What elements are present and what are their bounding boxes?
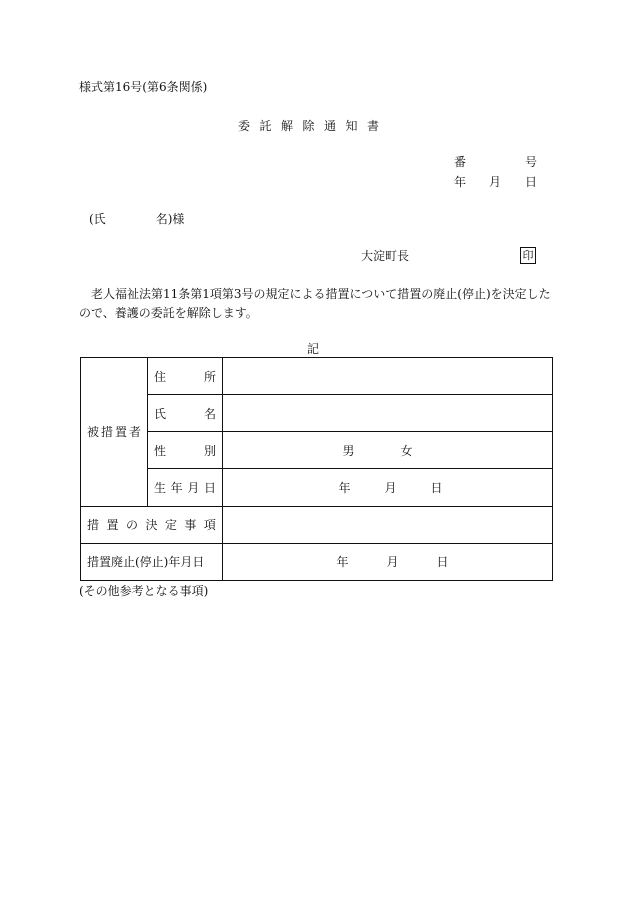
- number-label: 番: [454, 155, 467, 169]
- group-label-cell: [81, 358, 148, 507]
- name-label: 氏 名: [154, 406, 216, 421]
- birthdate-label: 生 年 月 日: [154, 481, 216, 496]
- date-month-label: 月: [489, 175, 502, 189]
- table-row-name: [81, 395, 553, 432]
- sex-value-cell: [223, 432, 553, 469]
- sex-male: 男: [342, 443, 355, 458]
- recipient-close: 名)様: [155, 212, 185, 226]
- table-row-abolition: [81, 543, 553, 580]
- info-table: [80, 357, 553, 581]
- abolition-year: 年: [336, 555, 349, 570]
- address-value-cell: [223, 358, 553, 395]
- name-value-cell: [223, 395, 553, 432]
- sex-label-cell: [148, 432, 223, 469]
- body-text: 老人福祉法第11条第1項第3号の規定による措置について措置の廃止(停止)を決定したので、養護の委託を解除します。: [79, 287, 551, 320]
- table-row-sex: [81, 432, 553, 469]
- birthdate-value-cell: [223, 469, 553, 506]
- date-day-label: 日: [525, 175, 538, 189]
- form-number: 様式第16号(第6条関係): [79, 80, 208, 94]
- footer-note: (その他参考となる事項): [79, 584, 209, 598]
- decision-label: 措 置 の 決 定 事 項: [87, 518, 216, 533]
- document-title: 委託解除通知書: [238, 119, 389, 133]
- birthdate-label-cell: [148, 469, 223, 506]
- date-year-label: 年: [454, 175, 467, 189]
- abolition-day: 日: [436, 555, 449, 570]
- abolition-month: 月: [386, 555, 399, 570]
- table-row-address: [81, 358, 553, 395]
- birth-month: 月: [384, 481, 397, 496]
- address-label: 住 所: [154, 369, 216, 384]
- number-suffix: 号: [525, 155, 538, 169]
- recipient-open: (氏: [89, 212, 106, 226]
- decision-value-cell: [223, 506, 553, 543]
- sex-label: 性 別: [154, 443, 216, 458]
- table-row-birthdate: [81, 469, 553, 506]
- birth-day: 日: [430, 481, 443, 496]
- group-label: 被 措 置 者: [87, 425, 141, 440]
- abolition-label: 措置廃止(停止)年月日: [87, 555, 205, 570]
- birth-year: 年: [338, 481, 351, 496]
- name-label-cell: [148, 395, 223, 432]
- issuer-name: 大淀町長: [361, 249, 410, 263]
- abolition-value-cell: [223, 543, 553, 580]
- decision-label-cell: [81, 506, 223, 543]
- sex-female: 女: [400, 443, 413, 458]
- section-mark: 記: [307, 342, 320, 356]
- seal-mark: 印: [520, 247, 536, 264]
- table-row-decision: [81, 506, 553, 543]
- recipient-line: [89, 212, 184, 226]
- abolition-label-cell: [81, 543, 223, 580]
- address-label-cell: [148, 358, 223, 395]
